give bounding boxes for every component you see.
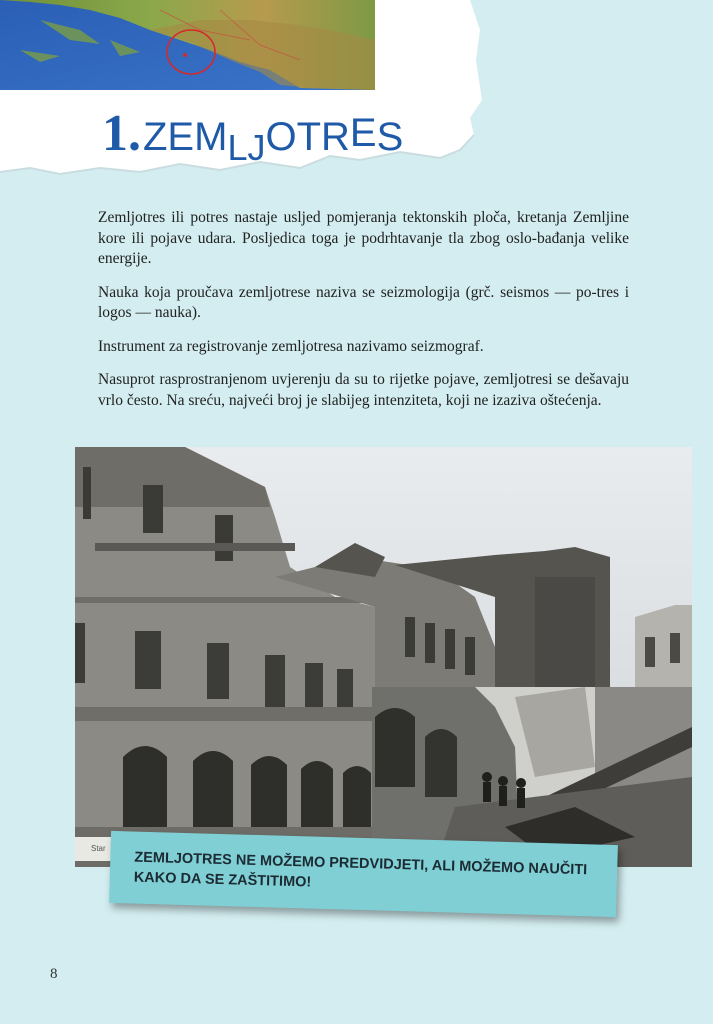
chapter-word-part: E [349,111,377,155]
chapter-word-part-low: LJ [227,127,266,168]
damaged-buildings-illustration [75,447,692,867]
chapter-number: 1. [102,105,141,162]
header-paper [0,0,713,200]
chapter-word [143,111,404,168]
page-number: 8 [50,966,58,982]
chapter-word-part: ZEM [143,115,228,159]
map-illustration [0,0,713,200]
chapter-word-part: S [376,115,404,159]
map-image [0,0,375,90]
body-text [98,208,629,424]
earthquake-photo [75,447,692,867]
paragraph: Nasuprot rasprostranjenom uvjerenju da su to rijetke pojave, zemljotresi se dešavaju vrlo često. Na sreću, najveći broj je slabijeg intenziteta, koji ne izaziva oštećenja. [98,371,629,409]
paragraph: Nauka koja proučava zemljotrese naziva se seizmologija (grč. seismos — po-tres i logos — nauka). [98,283,629,321]
photo-caption: Star [91,844,106,853]
paragraph: Zemljotres ili potres nastaje usljed pomjeranja tektonskih ploča, kretanja Zemljine kore ili pojave udara. Posljedica toga je podrhtavanje tla zbog oslo-bađanja velike energije. [98,209,629,267]
paragraph: Instrument za registrovanje zemljotresa nazivamo seizmograf. [98,337,484,355]
callout-text: ZEMLJOTRES NE MOŽEMO PREDVIDJETI, ALI MOŽEMO NAUČITI KAKO DA SE ZAŠTITIMO! [133,849,588,891]
chapter-title [102,104,404,168]
chapter-word-part: OTR [265,115,350,159]
callout-box [109,831,618,917]
